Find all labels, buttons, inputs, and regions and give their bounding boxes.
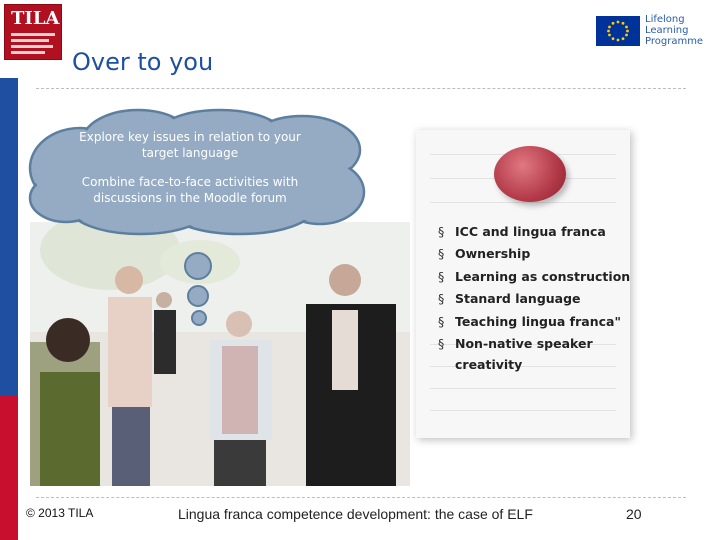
group-photo bbox=[30, 222, 410, 486]
tila-logo-text: TILA bbox=[11, 8, 60, 29]
thought-bubble-medium bbox=[187, 285, 209, 307]
footer-divider bbox=[36, 497, 686, 498]
slide-title: Over to you bbox=[72, 48, 214, 76]
footer-copyright: © 2013 TILA bbox=[26, 506, 94, 520]
list-item: § Teaching lingua franca" bbox=[438, 311, 638, 333]
left-accent-bar-blue bbox=[0, 78, 18, 396]
list-item: § Ownership bbox=[438, 243, 638, 265]
eu-flag-icon bbox=[596, 16, 640, 46]
thought-bubble-small bbox=[191, 310, 207, 326]
page-number: 20 bbox=[626, 506, 642, 522]
thought-cloud bbox=[20, 108, 370, 236]
lifelong-learning-programme: Lifelong Learning Programme bbox=[645, 14, 704, 47]
tila-logo bbox=[4, 4, 62, 60]
list-item: § Non-native speaker creativity bbox=[438, 333, 638, 372]
pushpin-icon bbox=[494, 146, 566, 202]
list-item: § Learning as construction bbox=[438, 266, 638, 288]
footer-caption: Lingua franca competence development: the case of ELF bbox=[178, 506, 533, 522]
cloud-text-explore: Explore key issues in relation to your target language bbox=[79, 130, 301, 160]
topic-list bbox=[438, 221, 638, 372]
thought-bubble-large bbox=[184, 252, 212, 280]
header-divider bbox=[36, 88, 686, 89]
cloud-text-combine: Combine face-to-face activities with discussions in the Moodle forum bbox=[81, 175, 299, 205]
left-accent-bar-red bbox=[0, 396, 18, 540]
list-item: § Stanard language bbox=[438, 288, 638, 310]
list-item: § ICC and lingua franca bbox=[438, 221, 638, 243]
